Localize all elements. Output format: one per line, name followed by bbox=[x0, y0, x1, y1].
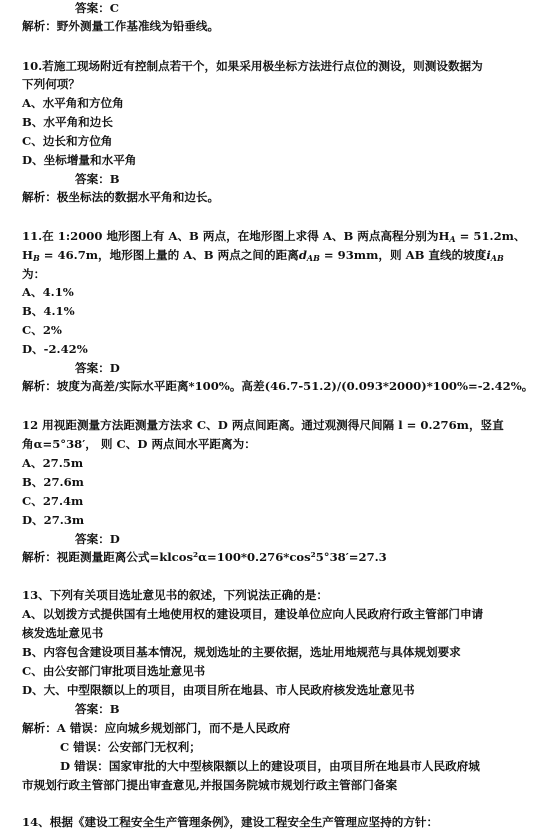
question-13-text: 13、下列有关项目选址意见书的叙述，下列说法正确的是： bbox=[22, 588, 328, 602]
question-14-text: 14、根据《建设工程安全生产管理条例》，建设工程安全生产管理应坚持的方针： bbox=[22, 815, 439, 829]
q10-option-c: C、边长和方位角 bbox=[22, 134, 113, 148]
q12-option-b: B、27.6m bbox=[22, 475, 84, 489]
q13-option-a-cont: 核发选址意见书 bbox=[22, 626, 104, 640]
q11-option-a: A、4.1% bbox=[22, 285, 74, 299]
q11-answer: 答案：D bbox=[75, 361, 120, 375]
q10-option-d: D、坐标增量和水平角 bbox=[22, 153, 137, 167]
q13-analysis-c: C 错误：公安部门无权利； bbox=[60, 740, 201, 754]
question-10-text-cont: 下列何项？ bbox=[22, 77, 80, 91]
q13-option-d: D、大、中型限额以上的项目，由项目所在地县、市人民政府核发选址意见书 bbox=[22, 683, 415, 697]
q13-option-a: A、以划拨方式提供国有土地使用权的建设项目，建设单位应向人民政府行政主管部门申请 bbox=[22, 607, 484, 621]
analysis-line: 解析：野外测量工作基准线为铅垂线。 bbox=[22, 19, 220, 33]
question-11-text-end: 为： bbox=[22, 267, 46, 281]
q12-option-d: D、27.3m bbox=[22, 513, 85, 527]
question-12-text: 12 用视距测量方法距测量方法求 C、D 两点间距离。通过观测得尺间隔 l = 0.276m，竖直 bbox=[22, 418, 504, 432]
q12-option-c: C、27.4m bbox=[22, 494, 84, 508]
q11-analysis: 解析：坡度为高差/实际水平距离*100%。高差(46.7-51.2)/(0.093*2000)*100%=-2.42%。 bbox=[22, 379, 534, 393]
question-10-text: 10.若施工现场附近有控制点若干个，如果采用极坐标方法进行点位的测设，则测设数据为 bbox=[22, 59, 483, 73]
answer-line: 答案：C bbox=[75, 1, 120, 15]
q10-analysis: 解析：极坐标法的数据水平角和边长。 bbox=[22, 190, 220, 204]
q10-option-b: B、水平角和边长 bbox=[22, 115, 113, 129]
q11-option-d: D、-2.42% bbox=[22, 342, 88, 356]
q13-analysis-a: 解析：A 错误：应向城乡规划部门，而不是人民政府 bbox=[22, 721, 291, 735]
q11-option-c: C、2% bbox=[22, 323, 62, 337]
question-11-text-cont: $H_B = 46.7m$，地形图上量的 A、B 两点之间的距离$d_{AB} = 93mm$，则 AB 直线的坡度$i_{AB}$ bbox=[22, 248, 504, 263]
question-11-text: 11.在 1:2000 地形图上有 A、B 两点，在地形图上求得 A、B 两点高程分别为$H_A = 51.2m$、 bbox=[22, 229, 526, 244]
q13-analysis-d-cont: 市规划行政主管部门提出审查意见,并报国务院城市规划行政主管部门备案 bbox=[22, 778, 398, 792]
q10-answer: 答案：B bbox=[75, 172, 120, 186]
q13-analysis-d: D 错误：国家审批的大中型核限额以上的建设项目，由项目所在地县市人民政府城 bbox=[60, 759, 480, 773]
q13-option-b: B、内容包含建设项目基本情况，规划选址的主要依据，选址用地规范与具体规划要求 bbox=[22, 645, 461, 659]
q12-analysis: 解析：视距测量距离公式=klcos²α=100*0.276*cos²5°38′=27.3 bbox=[22, 550, 387, 564]
question-12-text-cont: 角α=5°38′， 则 C、D 两点间水平距离为： bbox=[22, 437, 256, 451]
q13-option-c: C、由公安部门审批项目选址意见书 bbox=[22, 664, 206, 678]
q12-answer: 答案：D bbox=[75, 532, 120, 546]
q12-option-a: A、27.5m bbox=[22, 456, 84, 470]
q10-option-a: A、水平角和方位角 bbox=[22, 96, 124, 110]
q13-answer: 答案：B bbox=[75, 702, 120, 716]
q11-option-b: B、4.1% bbox=[22, 304, 75, 318]
